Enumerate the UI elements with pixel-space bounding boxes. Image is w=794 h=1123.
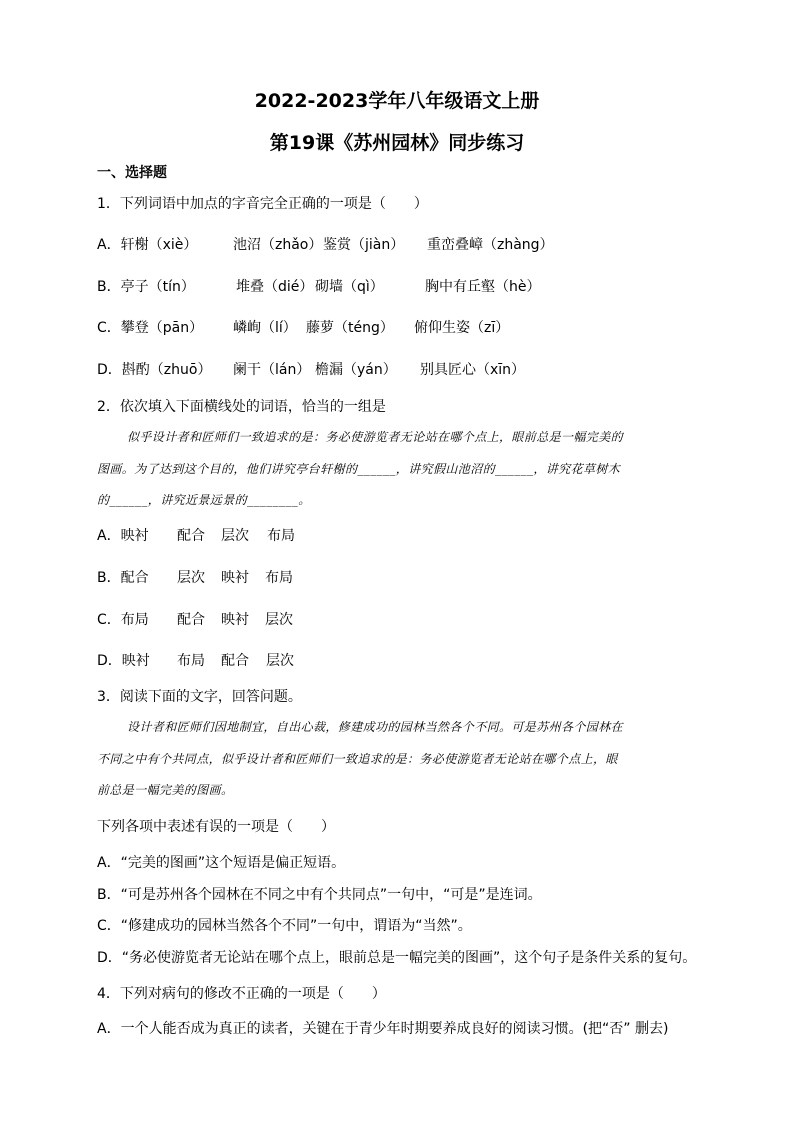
option-item: 布局 [177, 653, 205, 669]
option-item: 嶙峋（lí） [233, 320, 297, 336]
question-4-option-a: A．一个人能否成为真正的读者，关键在于青少年时期要养成良好的阅读习惯。(把“否” 删去) [97, 1021, 669, 1037]
option-item: 映衬 [221, 612, 249, 628]
option-item: 藤萝（téng） [306, 320, 394, 336]
option-item: 配合 [177, 612, 205, 628]
option-item: 配合 [221, 653, 249, 669]
option-label: C．攀登（pān） [97, 320, 204, 336]
option-label: C．布局 [97, 612, 149, 628]
option-item: 俯仰生姿（zī） [414, 320, 510, 336]
passage-line: 的______，讲究近景远景的________。 [97, 493, 311, 507]
passage-line: 前总是一幅完美的图画。 [97, 783, 234, 797]
question-2-stem: 2．依次填入下面横线处的词语，恰当的一组是 [97, 399, 386, 415]
option-label: D．斟酌（zhuō） [97, 362, 212, 378]
option-item: 鉴赏（jiàn） [323, 237, 405, 253]
option-item: 池沼（zhǎo） [233, 237, 323, 253]
question-4-stem: 4．下列对病句的修改不正确的一项是（ ） [97, 986, 386, 1002]
document-subtitle: 第19课《苏州园林》同步练习 [269, 132, 525, 154]
option-label: B．配合 [97, 570, 149, 586]
option-item: 层次 [221, 528, 249, 544]
option-item: 阑干（lán） [233, 362, 311, 378]
question-3-option-d: D．“务必使游览者无论站在哪个点上，眼前总是一幅完美的图画”，这个句子是条件关系的复句。 [97, 950, 697, 966]
option-item: 层次 [266, 653, 294, 669]
option-item: 檐漏（yán） [315, 362, 397, 378]
question-3-sub-stem: 下列各项中表述有误的一项是（ ） [97, 819, 335, 835]
option-item: 层次 [177, 570, 205, 586]
option-item: 布局 [267, 528, 295, 544]
document-title: 2022-2023学年八年级语文上册 [254, 90, 540, 112]
option-label: A．映衬 [97, 528, 149, 544]
option-item: 砌墙（qì） [315, 279, 384, 295]
question-3-stem: 3．阅读下面的文字，回答问题。 [97, 689, 302, 705]
passage-line: 不同之中有个共同点，似乎设计者和匠师们一致追求的是：务必使游览者无论站在哪个点上，眼 [97, 752, 618, 766]
option-item: 重峦叠嶂（zhàng） [427, 237, 554, 253]
passage-line: 设计者和匠师们因地制宜，自出心裁，修建成功的园林当然各个不同。可是苏州各个园林在 [127, 720, 624, 734]
option-item: 堆叠（dié） [236, 279, 314, 295]
question-3-option-b: B．“可是苏州各个园林在不同之中有个共同点”一句中，“可是”是连词。 [97, 887, 542, 903]
option-item: 配合 [177, 528, 205, 544]
passage-line: 图画。为了达到这个目的，他们讲究亭台轩榭的______，讲究假山池沼的______，讲究花草树木 [97, 462, 621, 476]
option-label: A．轩榭（xiè） [97, 237, 198, 253]
question-3-option-c: C．“修建成功的园林当然各个不同”一句中，谓语为“当然”。 [97, 918, 472, 934]
option-label: D．映衬 [97, 653, 150, 669]
question-3-option-a: A．“完美的图画”这个短语是偏正短语。 [97, 855, 346, 871]
option-item: 别具匠心（xīn） [420, 362, 526, 378]
section-heading: 一、选择题 [97, 165, 167, 181]
option-item: 层次 [265, 612, 293, 628]
option-label: B．亭子（tín） [97, 279, 195, 295]
passage-line: 似乎设计者和匠师们一致追求的是：务必使游览者无论站在哪个点上，眼前总是一幅完美的 [127, 430, 624, 444]
option-item: 胸中有丘壑（hè） [425, 279, 541, 295]
question-1-stem: 1．下列词语中加点的字音完全正确的一项是（ ） [97, 196, 428, 212]
option-item: 布局 [265, 570, 293, 586]
option-item: 映衬 [221, 570, 249, 586]
